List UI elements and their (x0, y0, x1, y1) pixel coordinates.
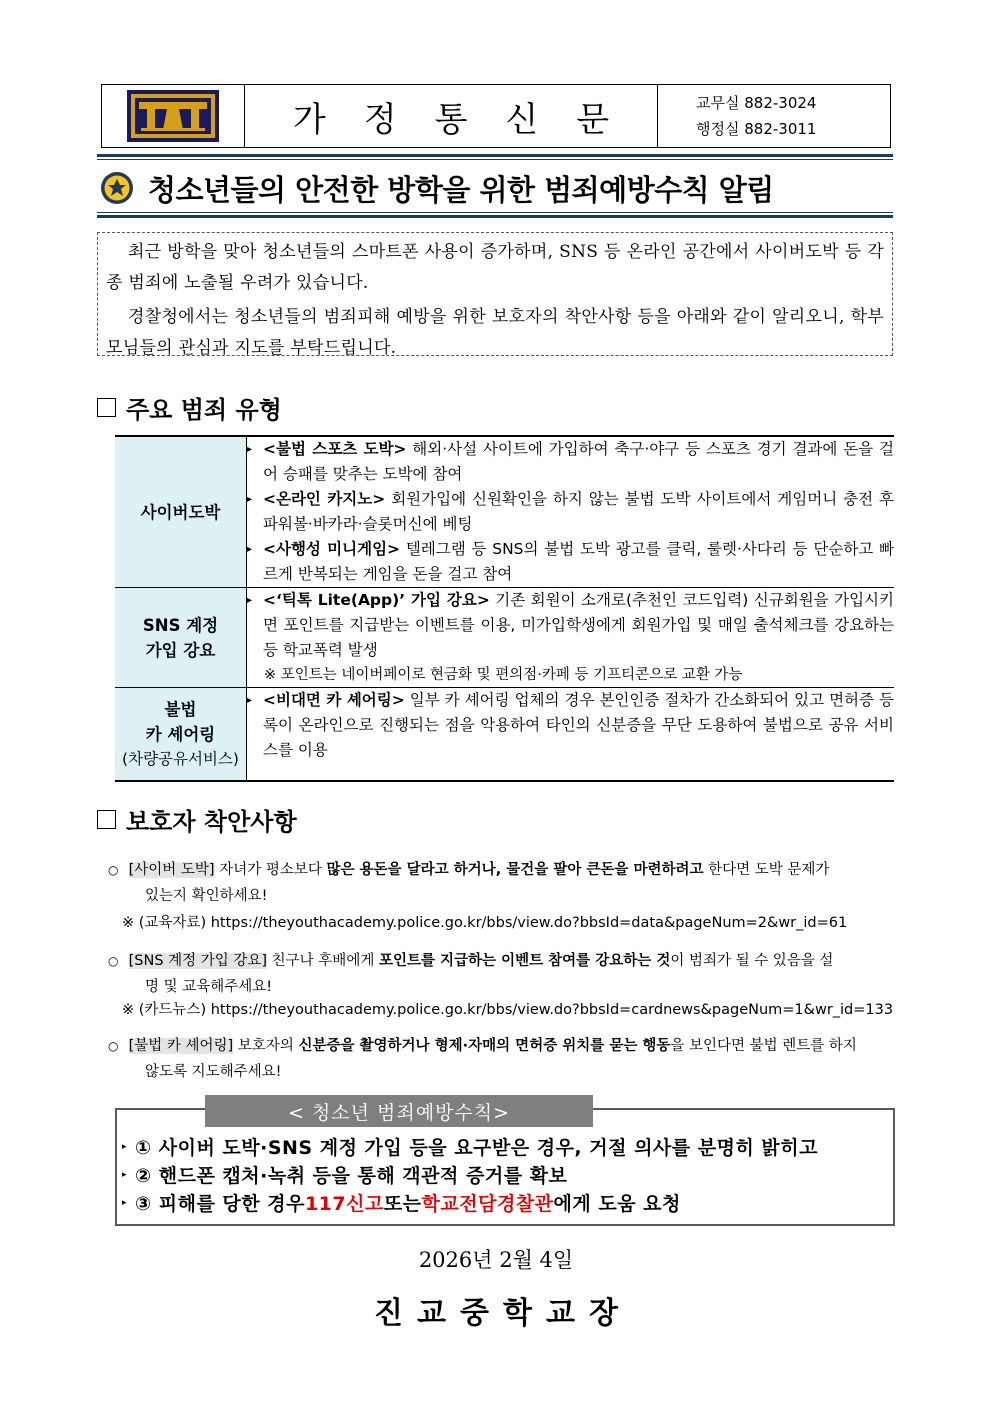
title-rule-top-thin (97, 159, 893, 160)
tip-emphasis: 신분증을 촬영하거나 형제·자매의 면허증 위치를 묻는 행동 (298, 1038, 671, 1054)
list-item (247, 688, 894, 763)
rule-line-2 (122, 1161, 567, 1188)
reference-link[interactable]: ※ (카드뉴스) https://theyouthacademy.police.go.kr/bbs/view.do?bbsId=cardnews&pageNum=1&wr_id=133 (122, 1002, 894, 1018)
item-label: <사행성 미니게임> (263, 540, 401, 558)
letter-date: 2026년 2월 4일 (418, 1248, 574, 1272)
tip-text: 이 범죄가 될 수 있음을 설 (670, 953, 834, 969)
item-label: <불법 스포츠 도박> (263, 440, 407, 458)
main-title (97, 166, 893, 210)
triangle-bullet-icon: ▸ (247, 544, 253, 555)
category-label-line: 가입 강요 (145, 640, 216, 660)
school-logo-icon (127, 90, 219, 142)
circle-bullet-icon: ○ (108, 1039, 119, 1053)
section-title: 주요 범죄 유형 (126, 396, 282, 424)
letter-title: 가정통신문 (245, 85, 658, 147)
tip-tag: [사이버 도박] (128, 862, 215, 878)
intro-paragraph-2: 경찰청에서는 청소년들의 범죄피해 예방을 위한 보호자의 착안사항 등을 아래와 같이 알리오니, 학부모님들의 관심과 지도를 부탁드립니다. (106, 307, 884, 358)
category-cell (115, 688, 247, 782)
intro-paragraph-1: 최근 방학을 맞아 청소년들의 스마트폰 사용이 증가하며, SNS 등 온라인 공간에서 사이버도박 등 각종 범죄에 노출될 우려가 있습니다. (106, 242, 884, 293)
tip-text: 자녀가 평소보다 (214, 862, 327, 878)
category-label-line: SNS 계정 (142, 615, 219, 635)
title-rule-bottom (97, 215, 893, 218)
school-signature: 진교중학교장 (374, 1296, 632, 1331)
crime-types-table (115, 435, 894, 782)
item-note: ※ 포인트는 네이버페이로 현금화 및 편의점·카페 등 기프티콘으로 교환 가능 (264, 667, 743, 683)
tip-continuation: 명 및 교육해주세요! (145, 979, 273, 995)
item-label: <비대면 카 셰어링> (263, 691, 405, 709)
circle-bullet-icon: ○ (108, 954, 119, 968)
items-cell (247, 588, 895, 688)
item-label: <온라인 카지노> (263, 490, 386, 508)
triangle-bullet-icon: ▸ (247, 444, 253, 455)
rule-line-1 (122, 1133, 818, 1160)
list-item (247, 437, 894, 487)
title-rule-top (97, 154, 893, 157)
rule-line-3 (122, 1189, 681, 1216)
guardian-tip (108, 1033, 894, 1085)
rule-text: ② 핸드폰 캡처·녹취 등을 통해 객관적 증거를 확보 (135, 1165, 568, 1187)
table-row (115, 688, 894, 782)
intro-box (97, 232, 893, 356)
triangle-bullet-icon: ▸ (247, 695, 253, 706)
rule-text: 에게 도움 요청 (553, 1193, 681, 1215)
tip-emphasis: 포인트를 지급하는 이벤트 참여를 강요하는 것 (378, 953, 671, 969)
section-guardian-tips (97, 802, 297, 837)
rule-highlight: 학교전담경찰관 (421, 1193, 554, 1215)
category-label-line: 카 셰어링 (145, 724, 216, 744)
title-rule-bottom-thin (97, 212, 893, 213)
police-emblem-icon (100, 171, 134, 205)
items-cell (247, 688, 895, 782)
list-item (247, 588, 894, 663)
item-text: 해외·사설 사이트에 가입하여 축구·야구 등 스포츠 경기 결과에 돈을 걸어 승패를 맞추는 도박에 참여 (263, 440, 894, 483)
rule-text: ① 사이버 도박·SNS 계정 가입 등을 요구받은 경우, 거절 의사를 분명히 밝히고 (135, 1137, 818, 1159)
guardian-tip (108, 857, 894, 909)
contact-line-1: 교무실 882-3024 (696, 94, 817, 112)
tip-text: 을 보인다면 불법 렌트를 하지 (670, 1038, 857, 1054)
prevention-rules-title: < 청소년 범죄예방수칙> (205, 1095, 593, 1127)
triangle-bullet-icon: ▸ (122, 1169, 128, 1180)
rule-text: 또는 (383, 1193, 422, 1215)
category-cell (115, 436, 247, 588)
list-item (247, 537, 894, 587)
circle-bullet-icon: ○ (108, 863, 119, 877)
letter-header (101, 84, 891, 148)
tip-text: 한다면 도박 문제가 (703, 862, 830, 878)
category-label-line: 불법 (164, 699, 197, 719)
category-label: 사이버도박 (140, 502, 221, 522)
tip-emphasis: 많은 용돈을 달라고 하거나, 물건을 팔아 큰돈을 마련하려고 (326, 862, 704, 878)
triangle-bullet-icon: ▸ (247, 595, 253, 606)
tip-tag: [불법 카 셰어링] (128, 1038, 234, 1054)
rule-text: ③ 피해를 당한 경우 (135, 1193, 305, 1215)
triangle-bullet-icon: ▸ (122, 1197, 128, 1208)
reference-link[interactable]: ※ (교육자료) https://theyouthacademy.police.go.kr/bbs/view.do?bbsId=data&pageNum=2&wr_id=61 (122, 915, 848, 931)
tip-continuation: 않도록 지도해주세요! (145, 1064, 282, 1080)
list-item (247, 487, 894, 537)
section-title: 보호자 착안사항 (126, 808, 297, 836)
item-text: 기존 회원이 소개로(추천인 코드입력) 신규회원을 가입시키면 포인트를 지급받는 이벤트를 이용, 미가입학생에게 회원가입 및 매일 출석체크를 강요하는 등 학교폭력 발생 (263, 591, 894, 659)
checkbox-square-icon (97, 810, 116, 829)
main-title-text: 청소년들의 안전한 방학을 위한 범죄예방수칙 알림 (148, 172, 774, 207)
item-label: <‘틱톡 Lite(App)’ 가입 강요> (263, 591, 490, 609)
rule-highlight: 117신고 (304, 1193, 384, 1215)
school-logo-cell (102, 85, 245, 147)
items-cell (247, 436, 895, 588)
triangle-bullet-icon: ▸ (122, 1141, 128, 1152)
item-text: 일부 카 셰어링 업체의 경우 본인인증 절차가 간소화되어 있고 면허증 등록이 온라인으로 진행되는 점을 악용하여 타인의 신분증을 무단 도용하여 불법으로 공유 서비스를 이용 (263, 691, 894, 759)
section-crime-types (97, 390, 282, 425)
triangle-bullet-icon: ▸ (247, 494, 253, 505)
guardian-tip (108, 948, 894, 1000)
checkbox-square-icon (97, 398, 116, 417)
table-row (115, 588, 894, 688)
category-cell (115, 588, 247, 688)
item-text: 회원가입에 신원확인을 하지 않는 불법 도박 사이트에서 게임머니 충전 후 파워볼·바카라·슬롯머신에 베팅 (263, 490, 894, 533)
tip-text: 친구나 후배에게 (267, 953, 379, 969)
table-row (115, 436, 894, 588)
contact-numbers (658, 85, 890, 147)
tip-continuation: 있는지 확인하세요! (145, 888, 268, 904)
category-sub-label: (차량공유서비스) (122, 749, 239, 768)
contact-line-2: 행정실 882-3011 (696, 120, 817, 138)
tip-tag: [SNS 계정 가입 강요] (128, 953, 268, 969)
item-text: 텔레그램 등 SNS의 불법 도박 광고를 클릭, 룰렛·사다리 등 단순하고 빠르게 반복되는 게임을 돈을 걸고 참여 (263, 540, 895, 583)
tip-text: 보호자의 (233, 1038, 299, 1054)
